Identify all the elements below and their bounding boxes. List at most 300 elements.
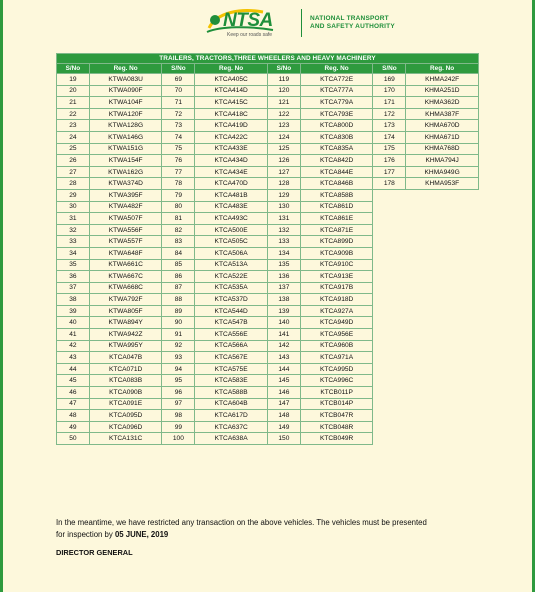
empty-cell bbox=[373, 305, 406, 317]
serial-number-cell: 28 bbox=[57, 178, 90, 190]
serial-number-cell: 148 bbox=[267, 410, 300, 422]
serial-number-cell: 21 bbox=[57, 97, 90, 109]
authority-line-1: NATIONAL TRANSPORT bbox=[310, 15, 389, 22]
serial-number-cell: 176 bbox=[373, 155, 406, 167]
serial-number-cell: 50 bbox=[57, 433, 90, 445]
serial-number-cell: 27 bbox=[57, 166, 90, 178]
reg-number-cell: KTWA482F bbox=[89, 201, 162, 213]
serial-number-cell: 149 bbox=[267, 421, 300, 433]
empty-cell bbox=[406, 236, 479, 248]
reg-number-cell: KTCA505C bbox=[195, 236, 268, 248]
empty-cell bbox=[373, 363, 406, 375]
reg-number-cell: KTCA500E bbox=[195, 224, 268, 236]
serial-number-cell: 96 bbox=[162, 387, 195, 399]
reg-number-cell: KTWA894Y bbox=[89, 317, 162, 329]
reg-number-cell: KTCA779A bbox=[300, 97, 373, 109]
table-row bbox=[57, 143, 479, 155]
reg-number-cell: KTCA096D bbox=[89, 421, 162, 433]
serial-number-cell: 30 bbox=[57, 201, 90, 213]
reg-number-cell: KTCA566A bbox=[195, 340, 268, 352]
reg-number-cell: KTWA151G bbox=[89, 143, 162, 155]
serial-number-cell: 97 bbox=[162, 398, 195, 410]
empty-cell bbox=[373, 375, 406, 387]
serial-number-cell: 42 bbox=[57, 340, 90, 352]
reg-number-cell: KTCA617D bbox=[195, 410, 268, 422]
serial-number-cell: 122 bbox=[267, 108, 300, 120]
reg-number-cell: KTCA434D bbox=[195, 155, 268, 167]
empty-cell bbox=[406, 352, 479, 364]
reg-number-cell: KTCA861D bbox=[300, 201, 373, 213]
table-header-row bbox=[57, 64, 479, 74]
table-row bbox=[57, 155, 479, 167]
serial-number-cell: 32 bbox=[57, 224, 90, 236]
reg-number-header: Reg. No bbox=[89, 64, 162, 74]
empty-cell bbox=[373, 213, 406, 225]
reg-number-cell: KTWA083U bbox=[89, 74, 162, 86]
serial-number-cell: 83 bbox=[162, 236, 195, 248]
serial-number-cell: 125 bbox=[267, 143, 300, 155]
reg-number-cell: KTCA537D bbox=[195, 294, 268, 306]
serial-number-cell: 41 bbox=[57, 329, 90, 341]
empty-cell bbox=[373, 421, 406, 433]
notice-text bbox=[56, 517, 516, 541]
reg-number-cell: KTCA483E bbox=[195, 201, 268, 213]
reg-number-cell: KTWA648F bbox=[89, 247, 162, 259]
serial-number-cell: 49 bbox=[57, 421, 90, 433]
table-row bbox=[57, 236, 479, 248]
table-row bbox=[57, 398, 479, 410]
reg-number-cell: KHMA362D bbox=[406, 97, 479, 109]
serial-number-cell: 134 bbox=[267, 247, 300, 259]
serial-number-cell: 34 bbox=[57, 247, 90, 259]
serial-number-cell: 119 bbox=[267, 74, 300, 86]
reg-number-cell: KTCA506A bbox=[195, 247, 268, 259]
serial-number-cell: 143 bbox=[267, 352, 300, 364]
empty-cell bbox=[406, 247, 479, 259]
reg-number-cell: KTCA638A bbox=[195, 433, 268, 445]
reg-number-cell: KTWA805F bbox=[89, 305, 162, 317]
reg-number-cell: KTCA522E bbox=[195, 271, 268, 283]
reg-number-cell: KTCA535A bbox=[195, 282, 268, 294]
reg-number-cell: KTCA777A bbox=[300, 85, 373, 97]
empty-cell bbox=[406, 282, 479, 294]
reg-number-cell: KTCA956E bbox=[300, 329, 373, 341]
empty-cell bbox=[373, 247, 406, 259]
table-row bbox=[57, 178, 479, 190]
reg-number-header: Reg. No bbox=[195, 64, 268, 74]
serial-number-cell: 45 bbox=[57, 375, 90, 387]
table-row bbox=[57, 120, 479, 132]
empty-cell bbox=[406, 375, 479, 387]
empty-cell bbox=[406, 433, 479, 445]
empty-cell bbox=[373, 282, 406, 294]
table-row bbox=[57, 74, 479, 86]
serial-number-cell: 36 bbox=[57, 271, 90, 283]
empty-cell bbox=[406, 387, 479, 399]
empty-cell bbox=[406, 213, 479, 225]
reg-number-cell: KTCA083B bbox=[89, 375, 162, 387]
reg-number-cell: KTCA830B bbox=[300, 131, 373, 143]
reg-number-cell: KTCA567E bbox=[195, 352, 268, 364]
table-body bbox=[57, 74, 479, 445]
table-row bbox=[57, 108, 479, 120]
table-row bbox=[57, 410, 479, 422]
reg-number-header: Reg. No bbox=[300, 64, 373, 74]
reg-number-cell: KTCA513A bbox=[195, 259, 268, 271]
reg-number-cell: KTWA395F bbox=[89, 189, 162, 201]
notice-line-2-prefix: for inspection by bbox=[56, 530, 115, 539]
serial-number-cell: 99 bbox=[162, 421, 195, 433]
table-row bbox=[57, 421, 479, 433]
empty-cell bbox=[406, 398, 479, 410]
table-row bbox=[57, 259, 479, 271]
serial-number-cell: 92 bbox=[162, 340, 195, 352]
serial-number-cell: 171 bbox=[373, 97, 406, 109]
reg-number-cell: KTCA415C bbox=[195, 97, 268, 109]
serial-number-cell: 87 bbox=[162, 282, 195, 294]
table-row bbox=[57, 375, 479, 387]
serial-number-cell: 130 bbox=[267, 201, 300, 213]
serial-number-cell: 147 bbox=[267, 398, 300, 410]
empty-cell bbox=[373, 410, 406, 422]
serial-number-cell: 142 bbox=[267, 340, 300, 352]
serial-number-cell: 24 bbox=[57, 131, 90, 143]
reg-number-cell: KTWA507F bbox=[89, 213, 162, 225]
registration-table bbox=[56, 53, 479, 445]
serial-number-cell: 37 bbox=[57, 282, 90, 294]
serial-number-cell: 20 bbox=[57, 85, 90, 97]
director-general-signoff: DIRECTOR GENERAL bbox=[56, 548, 133, 557]
ntsa-logo bbox=[203, 6, 299, 40]
serial-number-cell: 144 bbox=[267, 363, 300, 375]
reg-number-cell: KTWA104F bbox=[89, 97, 162, 109]
serial-number-cell: 79 bbox=[162, 189, 195, 201]
serial-number-cell: 133 bbox=[267, 236, 300, 248]
empty-cell bbox=[373, 387, 406, 399]
reg-number-cell: KTCA090B bbox=[89, 387, 162, 399]
empty-cell bbox=[406, 340, 479, 352]
serial-number-header: S/No bbox=[373, 64, 406, 74]
inspection-deadline: 05 JUNE, 2019 bbox=[114, 530, 169, 539]
serial-number-cell: 81 bbox=[162, 213, 195, 225]
reg-number-cell: KHMA949G bbox=[406, 166, 479, 178]
serial-number-cell: 131 bbox=[267, 213, 300, 225]
reg-number-cell: KTCA470D bbox=[195, 178, 268, 190]
reg-number-cell: KTCA846B bbox=[300, 178, 373, 190]
reg-number-cell: KHMA251D bbox=[406, 85, 479, 97]
serial-number-cell: 40 bbox=[57, 317, 90, 329]
reg-number-cell: KHMA794J bbox=[406, 155, 479, 167]
table-row bbox=[57, 247, 479, 259]
serial-number-cell: 76 bbox=[162, 155, 195, 167]
table-row bbox=[57, 282, 479, 294]
table-row bbox=[57, 213, 479, 225]
serial-number-cell: 46 bbox=[57, 387, 90, 399]
empty-cell bbox=[373, 398, 406, 410]
serial-number-cell: 172 bbox=[373, 108, 406, 120]
empty-cell bbox=[406, 201, 479, 213]
reg-number-cell: KTCA493C bbox=[195, 213, 268, 225]
reg-number-cell: KTWA162G bbox=[89, 166, 162, 178]
serial-number-cell: 77 bbox=[162, 166, 195, 178]
table-row bbox=[57, 166, 479, 178]
reg-number-cell: KTWA942Z bbox=[89, 329, 162, 341]
serial-number-header: S/No bbox=[267, 64, 300, 74]
reg-number-cell: KTWA792F bbox=[89, 294, 162, 306]
reg-number-cell: KTCA858B bbox=[300, 189, 373, 201]
reg-number-cell: KTWA146G bbox=[89, 131, 162, 143]
empty-cell bbox=[373, 224, 406, 236]
serial-number-cell: 150 bbox=[267, 433, 300, 445]
empty-cell bbox=[406, 224, 479, 236]
table-row bbox=[57, 305, 479, 317]
reg-number-cell: KTCA588B bbox=[195, 387, 268, 399]
table-row bbox=[57, 352, 479, 364]
serial-number-cell: 84 bbox=[162, 247, 195, 259]
table-row bbox=[57, 329, 479, 341]
reg-number-cell: KTCA131C bbox=[89, 433, 162, 445]
reg-number-cell: KTCA918D bbox=[300, 294, 373, 306]
serial-number-cell: 31 bbox=[57, 213, 90, 225]
serial-number-cell: 146 bbox=[267, 387, 300, 399]
reg-number-cell: KTCA772E bbox=[300, 74, 373, 86]
logo-tagline: Keep our roads safe bbox=[227, 32, 273, 38]
table-row bbox=[57, 224, 479, 236]
reg-number-cell: KHMA242F bbox=[406, 74, 479, 86]
serial-number-cell: 120 bbox=[267, 85, 300, 97]
reg-number-cell: KTCA405C bbox=[195, 74, 268, 86]
reg-number-cell: KTCA047B bbox=[89, 352, 162, 364]
serial-number-cell: 71 bbox=[162, 97, 195, 109]
serial-number-cell: 100 bbox=[162, 433, 195, 445]
empty-cell bbox=[406, 259, 479, 271]
reg-number-cell: KTCA835A bbox=[300, 143, 373, 155]
authority-line-2: AND SAFETY AUTHORITY bbox=[310, 23, 395, 30]
table-row bbox=[57, 387, 479, 399]
logo-wordmark: NTSA bbox=[223, 10, 273, 31]
table-row bbox=[57, 131, 479, 143]
table-row bbox=[57, 201, 479, 213]
table-row bbox=[57, 189, 479, 201]
reg-number-header: Reg. No bbox=[406, 64, 479, 74]
authority-name bbox=[310, 15, 400, 31]
serial-number-cell: 47 bbox=[57, 398, 90, 410]
table-row bbox=[57, 97, 479, 109]
reg-number-cell: KTCA433E bbox=[195, 143, 268, 155]
reg-number-cell: KTCA917B bbox=[300, 282, 373, 294]
reg-number-cell: KTCA842D bbox=[300, 155, 373, 167]
serial-number-cell: 38 bbox=[57, 294, 90, 306]
empty-cell bbox=[406, 410, 479, 422]
notice-line-2 bbox=[56, 529, 516, 541]
serial-number-cell: 80 bbox=[162, 201, 195, 213]
reg-number-cell: KHMA387F bbox=[406, 108, 479, 120]
serial-number-cell: 85 bbox=[162, 259, 195, 271]
reg-number-cell: KHMA953F bbox=[406, 178, 479, 190]
reg-number-cell: KTCA418C bbox=[195, 108, 268, 120]
reg-number-cell: KTCB049R bbox=[300, 433, 373, 445]
reg-number-cell: KTWA995Y bbox=[89, 340, 162, 352]
serial-number-cell: 82 bbox=[162, 224, 195, 236]
table-row bbox=[57, 317, 479, 329]
reg-number-cell: KTCA422C bbox=[195, 131, 268, 143]
reg-number-cell: KTCA637C bbox=[195, 421, 268, 433]
serial-number-cell: 90 bbox=[162, 317, 195, 329]
serial-number-cell: 136 bbox=[267, 271, 300, 283]
serial-number-cell: 48 bbox=[57, 410, 90, 422]
serial-number-cell: 170 bbox=[373, 85, 406, 97]
empty-cell bbox=[373, 317, 406, 329]
table-row bbox=[57, 363, 479, 375]
serial-number-cell: 29 bbox=[57, 189, 90, 201]
empty-cell bbox=[373, 433, 406, 445]
serial-number-cell: 140 bbox=[267, 317, 300, 329]
empty-cell bbox=[406, 363, 479, 375]
serial-number-cell: 173 bbox=[373, 120, 406, 132]
empty-cell bbox=[373, 352, 406, 364]
empty-cell bbox=[373, 201, 406, 213]
reg-number-cell: KTCB014P bbox=[300, 398, 373, 410]
reg-number-cell: KTCA583E bbox=[195, 375, 268, 387]
table-row bbox=[57, 271, 479, 283]
serial-number-cell: 25 bbox=[57, 143, 90, 155]
empty-cell bbox=[406, 271, 479, 283]
serial-number-cell: 138 bbox=[267, 294, 300, 306]
reg-number-cell: KTWA120F bbox=[89, 108, 162, 120]
reg-number-cell: KTWA556F bbox=[89, 224, 162, 236]
serial-number-cell: 94 bbox=[162, 363, 195, 375]
reg-number-cell: KTCA556E bbox=[195, 329, 268, 341]
empty-cell bbox=[406, 421, 479, 433]
serial-number-cell: 35 bbox=[57, 259, 90, 271]
serial-number-cell: 23 bbox=[57, 120, 90, 132]
reg-number-cell: KTCA960B bbox=[300, 340, 373, 352]
reg-number-cell: KTCA793E bbox=[300, 108, 373, 120]
empty-cell bbox=[406, 317, 479, 329]
table-row bbox=[57, 433, 479, 445]
reg-number-cell: KTWA661C bbox=[89, 259, 162, 271]
reg-number-cell: KHMA671D bbox=[406, 131, 479, 143]
empty-cell bbox=[373, 236, 406, 248]
serial-number-cell: 93 bbox=[162, 352, 195, 364]
serial-number-cell: 132 bbox=[267, 224, 300, 236]
reg-number-cell: KTCA604B bbox=[195, 398, 268, 410]
serial-number-cell: 141 bbox=[267, 329, 300, 341]
serial-number-cell: 26 bbox=[57, 155, 90, 167]
serial-number-cell: 123 bbox=[267, 120, 300, 132]
header-divider bbox=[301, 9, 302, 37]
reg-number-cell: KTCA091E bbox=[89, 398, 162, 410]
reg-number-cell: KTCA927A bbox=[300, 305, 373, 317]
serial-number-cell: 69 bbox=[162, 74, 195, 86]
table-row bbox=[57, 340, 479, 352]
empty-cell bbox=[406, 294, 479, 306]
reg-number-cell: KTWA154F bbox=[89, 155, 162, 167]
serial-number-cell: 128 bbox=[267, 178, 300, 190]
reg-number-cell: KTWA128G bbox=[89, 120, 162, 132]
serial-number-cell: 19 bbox=[57, 74, 90, 86]
table-row bbox=[57, 294, 479, 306]
reg-number-cell: KTCB011P bbox=[300, 387, 373, 399]
serial-number-cell: 89 bbox=[162, 305, 195, 317]
reg-number-cell: KTCA575E bbox=[195, 363, 268, 375]
reg-number-cell: KTCA910C bbox=[300, 259, 373, 271]
empty-cell bbox=[373, 271, 406, 283]
reg-number-cell: KTCA547B bbox=[195, 317, 268, 329]
reg-number-cell: KTCA861E bbox=[300, 213, 373, 225]
serial-number-cell: 174 bbox=[373, 131, 406, 143]
reg-number-cell: KTWA557F bbox=[89, 236, 162, 248]
notice-line-1: In the meantime, we have restricted any transaction on the above vehicles. The vehicles must be presented bbox=[56, 518, 427, 527]
reg-number-cell: KTCA971A bbox=[300, 352, 373, 364]
reg-number-cell: KTCB047R bbox=[300, 410, 373, 422]
serial-number-cell: 121 bbox=[267, 97, 300, 109]
reg-number-cell: KTCA544D bbox=[195, 305, 268, 317]
reg-number-cell: KTCA949D bbox=[300, 317, 373, 329]
serial-number-cell: 72 bbox=[162, 108, 195, 120]
empty-cell bbox=[373, 329, 406, 341]
reg-number-cell: KTCA995D bbox=[300, 363, 373, 375]
serial-number-cell: 145 bbox=[267, 375, 300, 387]
serial-number-cell: 169 bbox=[373, 74, 406, 86]
serial-number-cell: 73 bbox=[162, 120, 195, 132]
reg-number-cell: KHMA768D bbox=[406, 143, 479, 155]
serial-number-cell: 177 bbox=[373, 166, 406, 178]
serial-number-cell: 75 bbox=[162, 143, 195, 155]
serial-number-cell: 39 bbox=[57, 305, 90, 317]
serial-number-cell: 86 bbox=[162, 271, 195, 283]
serial-number-cell: 33 bbox=[57, 236, 90, 248]
serial-number-cell: 137 bbox=[267, 282, 300, 294]
reg-number-cell: KTCA871E bbox=[300, 224, 373, 236]
serial-number-cell: 70 bbox=[162, 85, 195, 97]
reg-number-cell: KTCA844E bbox=[300, 166, 373, 178]
empty-cell bbox=[373, 340, 406, 352]
empty-cell bbox=[373, 294, 406, 306]
serial-number-cell: 44 bbox=[57, 363, 90, 375]
serial-number-cell: 43 bbox=[57, 352, 90, 364]
table-title: TRAILERS, TRACTORS,THREE WHEELERS AND HEAVY MACHINERY bbox=[57, 54, 479, 64]
serial-number-cell: 124 bbox=[267, 131, 300, 143]
serial-number-cell: 126 bbox=[267, 155, 300, 167]
empty-cell bbox=[406, 329, 479, 341]
reg-number-cell: KTWA668C bbox=[89, 282, 162, 294]
reg-number-cell: KTCA434E bbox=[195, 166, 268, 178]
serial-number-cell: 22 bbox=[57, 108, 90, 120]
table-title-row bbox=[57, 54, 479, 64]
reg-number-cell: KTCA419D bbox=[195, 120, 268, 132]
serial-number-cell: 127 bbox=[267, 166, 300, 178]
serial-number-cell: 135 bbox=[267, 259, 300, 271]
serial-number-cell: 91 bbox=[162, 329, 195, 341]
serial-number-header: S/No bbox=[57, 64, 90, 74]
serial-number-cell: 178 bbox=[373, 178, 406, 190]
serial-number-cell: 98 bbox=[162, 410, 195, 422]
serial-number-cell: 129 bbox=[267, 189, 300, 201]
reg-number-cell: KTCA996C bbox=[300, 375, 373, 387]
serial-number-cell: 74 bbox=[162, 131, 195, 143]
reg-number-cell: KTCA414D bbox=[195, 85, 268, 97]
reg-number-cell: KTCA800D bbox=[300, 120, 373, 132]
serial-number-cell: 139 bbox=[267, 305, 300, 317]
serial-number-cell: 175 bbox=[373, 143, 406, 155]
reg-number-cell: KTWA090F bbox=[89, 85, 162, 97]
reg-number-cell: KTCA481B bbox=[195, 189, 268, 201]
reg-number-cell: KTCA909B bbox=[300, 247, 373, 259]
reg-number-cell: KTCB048R bbox=[300, 421, 373, 433]
serial-number-cell: 95 bbox=[162, 375, 195, 387]
reg-number-cell: KTCA913E bbox=[300, 271, 373, 283]
